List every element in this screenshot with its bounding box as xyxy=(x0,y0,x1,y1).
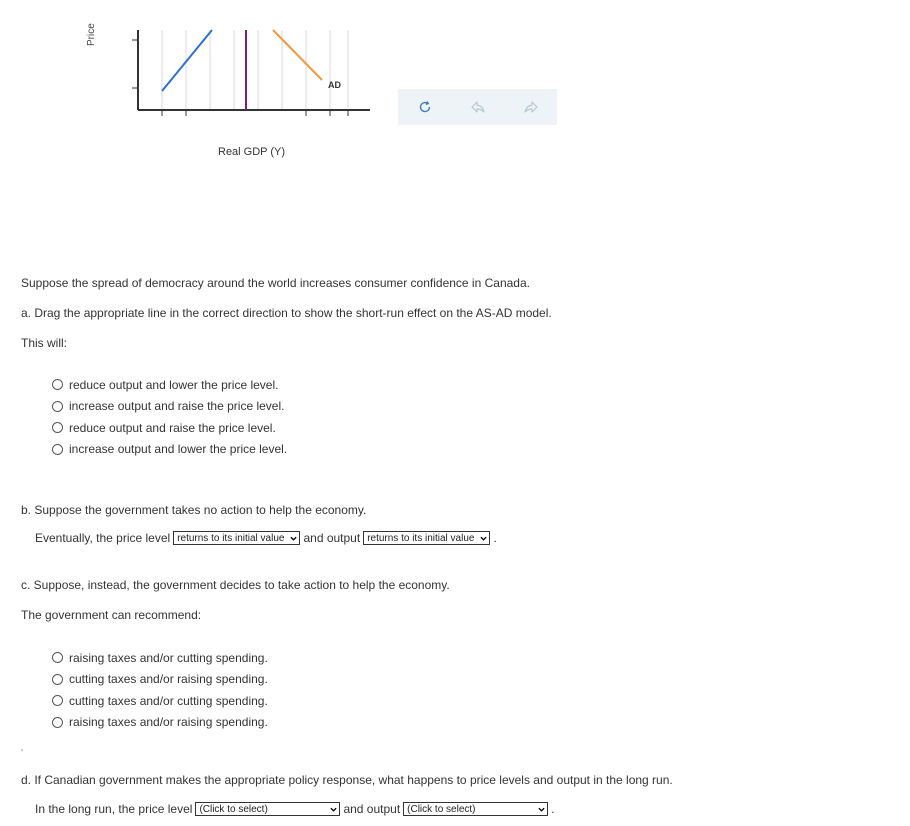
radio-button[interactable] xyxy=(52,379,63,390)
as-ad-graph[interactable] xyxy=(80,0,380,170)
long-run-output-select[interactable] xyxy=(403,802,548,816)
y-axis-label: Price xyxy=(86,23,97,46)
part-a-option-1[interactable] xyxy=(52,374,287,396)
x-axis-label: Real GDP (Y) xyxy=(218,146,286,158)
option-label: increase output and lower the price level. xyxy=(69,442,288,457)
chevron-down-icon xyxy=(330,806,337,813)
ad-curve-label: AD xyxy=(328,80,341,90)
part-d-middle: and output xyxy=(343,802,401,816)
part-c-options xyxy=(52,647,268,733)
part-c-instruction: c. Suppose, instead, the government decides to take action to help the economy. xyxy=(21,578,450,592)
intro-text: Suppose the spread of democracy around the world increases consumer confidence in Canada. xyxy=(21,276,530,290)
graph-toolbar xyxy=(398,89,557,125)
part-a-option-4[interactable] xyxy=(52,439,287,461)
radio-button[interactable] xyxy=(52,652,63,663)
radio-button[interactable] xyxy=(52,444,63,455)
radio-button[interactable] xyxy=(52,674,63,685)
redo-button[interactable] xyxy=(518,94,544,120)
long-run-price-select[interactable] xyxy=(195,802,340,816)
part-a-instruction: a. Drag the appropriate line in the correct direction to show the short-run effect on the AS-AD model. xyxy=(21,306,552,320)
part-d-sentence xyxy=(35,802,555,816)
long-run-output-select-value: (Click to select) xyxy=(407,803,476,815)
ad-curve[interactable] xyxy=(273,30,322,80)
undo-button[interactable] xyxy=(465,94,491,120)
radio-button[interactable] xyxy=(52,717,63,728)
part-b-end: . xyxy=(493,531,497,545)
radio-button[interactable] xyxy=(52,695,63,706)
option-label: cutting taxes and/or cutting spending. xyxy=(69,693,268,708)
option-label: raising taxes and/or cutting spending. xyxy=(69,650,268,665)
part-d-instruction: d. If Canadian government makes the appropriate policy response, what happens to price levels and output in the long run. xyxy=(21,773,673,787)
option-label: raising taxes and/or raising spending. xyxy=(69,715,268,730)
output-select-value: returns to its initial value xyxy=(367,532,475,544)
option-label: cutting taxes and/or raising spending. xyxy=(69,672,268,687)
part-d-sentence-start: In the long run, the price level xyxy=(35,802,193,816)
part-b-sentence xyxy=(35,531,497,545)
chevron-down-icon xyxy=(290,535,297,542)
chevron-down-icon xyxy=(538,806,545,813)
option-label: increase output and raise the price level. xyxy=(69,399,285,414)
part-c-option-2[interactable] xyxy=(52,669,268,691)
stray-mark: ' xyxy=(21,748,23,759)
part-b-middle: and output xyxy=(303,531,361,545)
radio-button[interactable] xyxy=(52,401,63,412)
price-level-select-value: returns to its initial value xyxy=(177,532,285,544)
price-level-select[interactable] xyxy=(173,531,300,545)
part-c-prompt: The government can recommend: xyxy=(21,608,202,622)
part-d-end: . xyxy=(551,802,555,816)
part-c-option-4[interactable] xyxy=(52,712,268,734)
output-select[interactable] xyxy=(363,531,490,545)
chevron-down-icon xyxy=(480,535,487,542)
part-c-option-1[interactable] xyxy=(52,647,268,669)
option-label: reduce output and raise the price level. xyxy=(69,420,276,435)
part-a-option-2[interactable] xyxy=(52,396,287,418)
part-c-option-3[interactable] xyxy=(52,690,268,712)
redo-icon xyxy=(523,100,539,114)
part-b-sentence-start: Eventually, the price level xyxy=(35,531,171,545)
graph-grid xyxy=(162,30,348,110)
reset-button[interactable] xyxy=(412,94,438,120)
option-label: reduce output and lower the price level. xyxy=(69,377,279,392)
sras-curve[interactable] xyxy=(162,30,212,91)
long-run-price-select-value: (Click to select) xyxy=(199,803,268,815)
radio-button[interactable] xyxy=(52,422,63,433)
part-a-option-3[interactable] xyxy=(52,417,287,439)
part-b-instruction: b. Suppose the government takes no action to help the economy. xyxy=(21,503,367,517)
part-a-prompt: This will: xyxy=(21,336,68,350)
undo-icon xyxy=(470,100,486,114)
reset-icon xyxy=(418,100,432,114)
part-a-options xyxy=(52,374,287,460)
